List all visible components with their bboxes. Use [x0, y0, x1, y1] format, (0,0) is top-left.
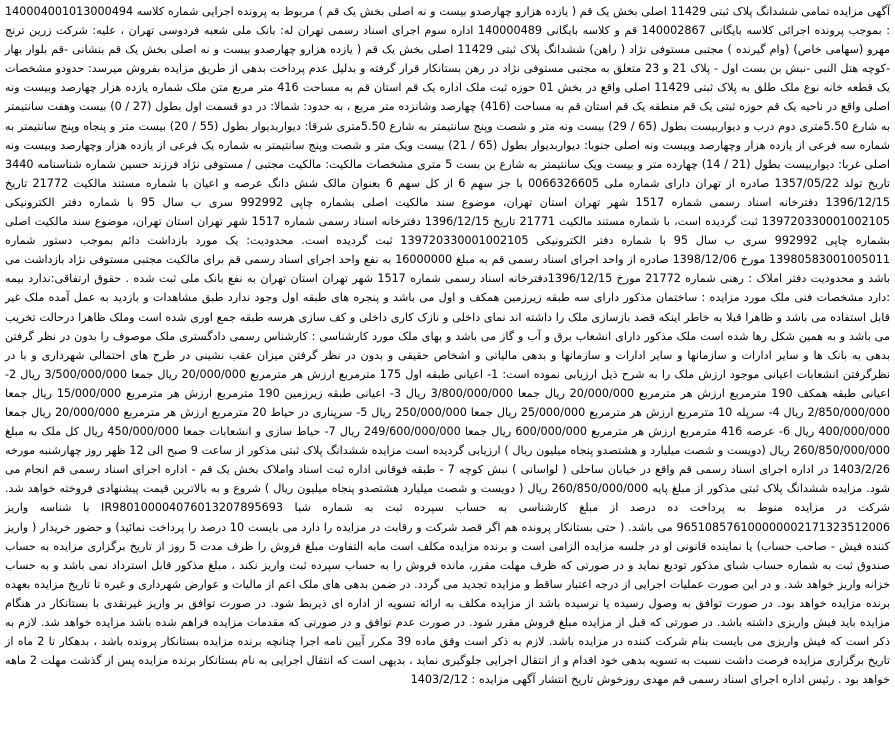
auction-notice-text: آگهی مزایده تمامی ششدانگ پلاک ثبتی 11429 اصلی بخش یک قم ( یازده هزارو چهارصدو بیست و نه اصلی بخش یک قم ) مربوط به پرونده اجرایی شماره کلاسه 140004001013000494 : بموجب پرونده اجرائی کلاسه بایگانی 140002867 قم و کلاسه بایگانی 140000489 اداره سوم اجرای اسناد رسمی تهران له: بانک ملی شعبه فردوسی تهران ، علیه: شرکت زرین ترنج مهرو (سهامی خاص) (وام گیرنده ) مجتبی مستوفی نژاد ( راهن) ششدانگ پلاک ثبتی 11429 اصلی بخش یک قم ( یازده هزارو چهارصدو بیست و نه اصلی بخش یک قم بنشانی -قم بلوار بهار -کوچه هتل النبی -نبش بن بست اول - پلاک 21 و 23 متعلق به مجتبی مستوفی نژاد در رهن بستانکار قرار گرفته و بدلیل عدم پرداخت بدهی از طریق مزایده بفروش میرسد: حدودو مشخصات یک قطعه خانه نوع ملک طلق به پلاک ثبتی 11429 اصلی واقع در بخش 01 حوزه ثبت ملک اداره یک قم استان قم به مساحت 416 متر مربع متن ملک شماره یازده هزار چهارصد وبیست ونه اصلی واقع در ناحیه یک قم حوزه ثبتی یک قم منطقه یک قم استان قم به مساحت (416) چهارصد وشانزده متر مربع ، به حدود: شمالا: در دو قسمت اول بطول (27 / 0) بیست وهفت سانتیمتر به شارع 5.50متری دوم درب و دیواربیست بطول (65 / 29) بیست ونه متر و شصت وپنج سانتیمتر به شارع 5.50متری شرقا: دیواربدیوار بطول (55 / 20) بیست متر و پنجاه وپنج سانتیمتر به شماره سه فرعی از یازده هزار وچهارصد وبیست ونه اصلی جنوبا: دیواربدیوار بطول (65 / 21) بیست ویک متر و شصت وپنج سانتیمتر به شماره یک فرعی از یازده هزار وچهارصد وبیست ونه اصلی غربا: دیواربیست بطول (21 / 14) چهارده متر و بیست ویک سانتیمتر به شارع بن بست 5 متری مشخصات مالکیت: مالکیت مجتبی / مستوفی نژاد فرزند حسین شماره شناسنامه 3440 تاریخ تولد 1357/05/22 صادره از تهران دارای شماره ملی 0066326605 با جز سهم 6 از کل سهم 6 بعنوان مالک شش دانگ عرصه و اعیان با شماره مستند مالکیت 21772 تاریخ 1396/12/15 دفترخانه اسناد رسمی شماره 1517 شهر تهران استان تهران، موضوع سند مالکیت اصلی بشماره چاپی 992992 سری ب سال 95 با شماره دفتر الکترونیکی 139720330001002105 ثبت گردیده است، با شماره مستند مالکیت 21771 تاریخ 1396/12/15 دفترخانه اسناد رسمی شماره 1517 شهر تهران استان تهران، موضوع سند مالکیت اصلی بشماره چاپی 992992 سری ب سال 95 با شماره دفتر الکترونیکی 139720330001002105 ثبت گردیده است. محدودیت: یک مورد بازداشت دائم بموجب دستور شماره 13980583001005011 مورخ 1398/12/06 صادره از واحد اجرای اسناد رسمی قم به مبلغ 16000000 به نفع واحد اجرای اسناد رسمی قم برای مالکیت مجتبی مستوفی نژاد بازداشت می باشد و محدودیت دفتر املاک : رهنی شماره 21772 مورخ 1396/12/15دفترخانه اسناد رسمی شماره 1517 شهر تهران استان تهران به نفع بانک ملی ثبت شده . حقوق ارتفاقی:ندارد بیمه :دارد مشخصات فنی ملک مورد مزایده : ساختمان مذکور دارای سه طبقه زیرزمین همکف و اول می باشد و پنجره های طبقه اول وجود ندارد طبق مشاهدات و بازدید به عمل آمده ملک غیر قابل استفاده می باشد و ظاهرا قبلا به خاطر اینکه قصد بازسازی ملک را داشته اند نمای داخلی و نازک کاری داخلی و کف سازی هرسه طبقه جمع اوری شده است وملک ظاهرا درحالت تخریب می باشد و به همین شکل رها شده است ملک مذکور دارای انشعاب برق و آب و گاز می باشد و بهای ملک مورد کارشناسی : کارشناس رسمی دادگستری ملک موصوف را بدون در نظر گرفتن بدهی به بانک ها و سایر ادارات و سازمانها و سایر ادارات و سازمانها و بدهی مالیاتی و اشخاص حقیقی و بدون در نظر گرفتن میزان عقب نشینی در طرح های احتمالی شهرداری و با در نظرگرفتن انشعابات اعیانی موجود ارزش ملک را به شرح ذیل ارزیابی نموده است: 1- اعیانی طبقه اول 175 مترمربع ارزش هر مترمربع 20/000/000 ریال جمعا 3/500/000/000 ریال 2- اعیانی طبقه همکف 190 مترمربع ارزش هر مترمربع 20/000/000 ریال جمعا 3/800/000/000 ریال 3- اعیانی طبقه زیرزمین 190 مترمربع ارزش هر مترمربع 15/000/000 ریال جمعا 2/850/000/000 ریال 4- سرپله 10 مترمربع ارزش هر مترمربع 25/000/000 ریال جمعا 250/000/000 ریال 5- سرپناری در حیاط 20 مترمربع ارزش هر مترمربع 20/000/000 ریال جمعا 400/000/000 ریال 6- عرصه 416 مترمربع ارزش هر مترمربع 600/000/000 ریال جمعا 249/600/000/000 ریال 7- حیاط سازی و انشعابات جمعا 450/000/000 ریال کل ملک به مبلغ 260/850/000/000 ریال (دویست و شصت میلیارد و هشتصدو پنجاه میلیون ریال ) ارزیابی گردیده است مزایده ششدانگ پلاک ثبتی مذکور از ساعت 9 صبح الی 12 ظهر روز چهارشنبه مورخه 1403/2/26 در اداره اجرای اسناد رسمی قم واقع در خیابان ساحلی ( لواسانی ) نبش کوچه 7 - طبقه فوقانی اداره ثبت اسناد واملاک بخش یک قم - اداره اجرای اسناد رسمی قم انجام می شود. مزایده ششدانگ پلاک ثبتی مذکور از مبلغ پایه 260/850/000/000 ریال ( دویست و شصت میلیارد هشتصدو پنجاه میلیون ریال ) شروع و به بالاترین قیمت پیشنهادی فروخته خواهد شد. شرکت در مزایده منوط به پرداخت ده درصد از مبلغ کارشناسی به حساب سپرده ثبت به شماره شبا IR980100004076013207895693 با شناسه واریز 965108576100000002171323512006 می باشد. ( حتی بستانکار پرونده هم اگر قصد شرکت و رقابت در مزایده را دارد می بایست 10 درصد را پرداخت نمائید) و حضور خریدار ( واریز کننده فیش - صاحب حساب) یا نماینده قانونی او در جلسه مزایده الزامی است و برنده مزایده مکلف است مابه التفاوت مبلغ فروش را ظرف مدت 5 روز از تاریخ برگزاری مزایده به حساب صندوق ثبت به شماره حساب شبای مذکور تودیع نماید و در صورتی که ظرف مهلت مقرر، مانده فروش را به حساب سپرده ثبت واریز نکند ، مبلغ مذکور قابل استرداد نمی باشد و به حساب خزانه واریز خواهد شد. و در این صورت عملیات اجرایی از درجه اعتبار ساقط و مزایده تجدید می گردد. در ضمن بدهی های ملک اعم از مالیات و عوارض شهرداری و غیره تا تاریخ مزایده بعهده برنده مزایده خواهد بود. در صورت توافق به وصول رسیده یا نرسیده باشد از مزایده مکلف به ارائه تسویه از اداره ای ذیربط شود. در صورت توافق بر واریز غیرنقدی با بستانکار در هنگام مزایده باید فیش واریزی داشته باشد. در صورتی که قبل از مزایده مبلغ فروش مقرر شود. در صورت عدم توافق و در صورتی که مقدمات مزایده فراهم شده باشد مزایده خواهد شد. لازم به ذکر است که فیش واریزی می بایست بنام شرکت کننده در مزایده باشد. لازم به ذکر است وقق ماده 39 مکرر آیین نامه اجرا چنانچه برنده مزایده بستانکار پرونده باشد ، بدهکار تا 2 ماه از تاریخ برگزاری مزایده فرصت داشت نسبت به تسویه بدهی خود اقدام و از انتقال اجرایی جلوگیری نماید ، بدیهی است که انتقال اجرایی به نام بستانکار برنده مزایده پس از گذشت مهلت 2 ماهه خواهد بود . رئیس اداره اجرای اسناد رسمی قم مهدی روزخوش تاریخ انتشار آگهی مزایده : 1403/2/12 [5, 5, 891, 687]
